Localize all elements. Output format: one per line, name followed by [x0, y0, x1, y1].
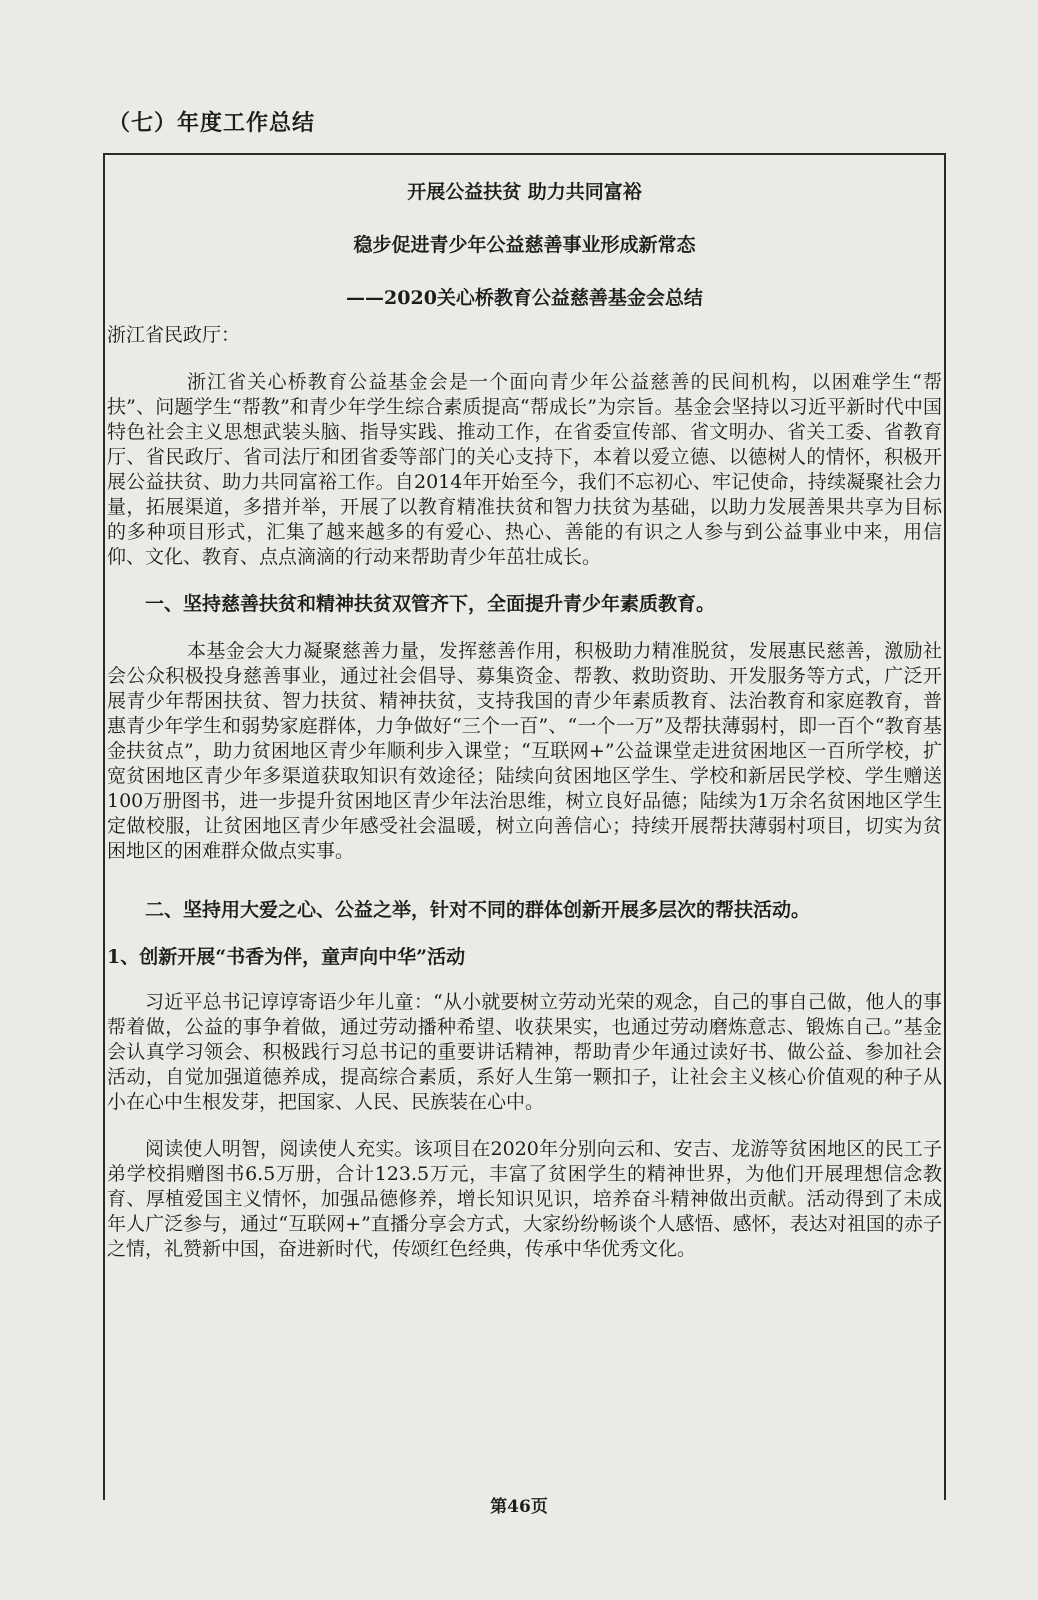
section-heading: （七）年度工作总结 — [108, 110, 316, 136]
page-number: 第46页 — [490, 1497, 548, 1517]
subheading-1: 1、创新开展“书香为伴，童声向中华”活动 — [107, 946, 466, 968]
report-body — [107, 180, 942, 1262]
paragraph-two-a: 习近平总书记谆谆寄语少年儿童：“从小就要树立劳动光荣的观念，自己的事自己做，他人的事帮着做，公益的事争着做，通过劳动播种希望、收获果实，也通过劳动磨炼意志、锻炼自己。”基金会认真学习领会、积极践行习总书记的重要讲话精神，帮助青少年通过读好书、做公益、参加社会活动，自觉加强道德养成，提高综合素质，系好人生第一颗扣子，让社会主义核心价值观的种子从小在心中生根发芽，把国家、人民、民族装在心中。 — [107, 991, 942, 1113]
intro-paragraph: 浙江省关心桥教育公益基金会是一个面向青少年公益慈善的民间机构，以困难学生“帮扶”、问题学生“帮教”和青少年学生综合素质提高“帮成长”为宗旨。基金会坚持以习近平新时代中国特色社会主义思想武装头脑、指导实践、推动工作，在省委宣传部、省文明办、省关工委、省教育厅、省民政厅、省司法厅和团省委等部门的关心支持下，本着以爱立德、以德树人的情怀，积极开展公益扶贫、助力共同富裕工作。自2014年开始至今，我们不忘初心、牢记使命，持续凝聚社会力量，拓展渠道，多措并举，开展了以教育精准扶贫和智力扶贫为基础，以助力发展善果共享为目标的多种项目形式，汇集了越来越多的有爱心、热心、善能的有识之人参与到公益事业中来，用信仰、文化、教育、点点滴滴的行动来帮助青少年茁壮成长。 — [107, 371, 942, 568]
report-title-sub: 稳步促进青少年公益慈善事业形成新常态 — [353, 234, 696, 256]
report-title-byline: ——2020关心桥教育公益慈善基金会总结 — [346, 287, 703, 309]
report-title-main: 开展公益扶贫 助力共同富裕 — [407, 181, 642, 203]
paragraph-two-b: 阅读使人明智，阅读使人充实。该项目在2020年分别向云和、安吉、龙游等贫困地区的民工子弟学校捐赠图书6.5万册，合计123.5万元，丰富了贫困学生的精神世界，为他们开展理想信念教育、厚植爱国主义情怀，加强品德修养，增长知识见识，培养奋斗精神做出贡献。活动得到了未成年人广泛参与，通过“互联网+”直播分享会方式，大家纷纷畅谈个人感悟、感怀，表达对祖国的赤子之情，礼赞新中国，奋进新时代，传颂红色经典，传承中华优秀文化。 — [107, 1138, 942, 1260]
paragraph-one: 本基金会大力凝聚慈善力量，发挥慈善作用，积极助力精准脱贫，发展惠民慈善，激励社会公众积极投身慈善事业，通过社会倡导、募集资金、帮教、救助资助、开发服务等方式，广泛开展青少年帮困扶贫、智力扶贫、精神扶贫，支持我国的青少年素质教育、法治教育和家庭教育，普惠青少年学生和弱势家庭群体，力争做好“三个一百”、“一个一万”及帮扶薄弱村，即一百个“教育基金扶贫点”，助力贫困地区青少年顺利步入课堂；“互联网+”公益课堂走进贫困地区一百所学校，扩宽贫困地区青少年多渠道获取知识有效途径；陆续向贫困地区学生、学校和新居民学校、学生赠送100万册图书，进一步提升贫困地区青少年法治思维，树立良好品德；陆续为1万余名贫困地区学生定做校服，让贫困地区青少年感受社会温暖，树立向善信心；持续开展帮扶薄弱村项目，切实为贫困地区的困难群众做点实事。 — [107, 640, 942, 862]
heading-two: 二、坚持用大爱之心、公益之举，针对不同的群体创新开展多层次的帮扶活动。 — [145, 899, 811, 921]
heading-one: 一、坚持慈善扶贫和精神扶贫双管齐下，全面提升青少年素质教育。 — [145, 593, 716, 615]
salutation: 浙江省民政厅： — [107, 324, 241, 346]
